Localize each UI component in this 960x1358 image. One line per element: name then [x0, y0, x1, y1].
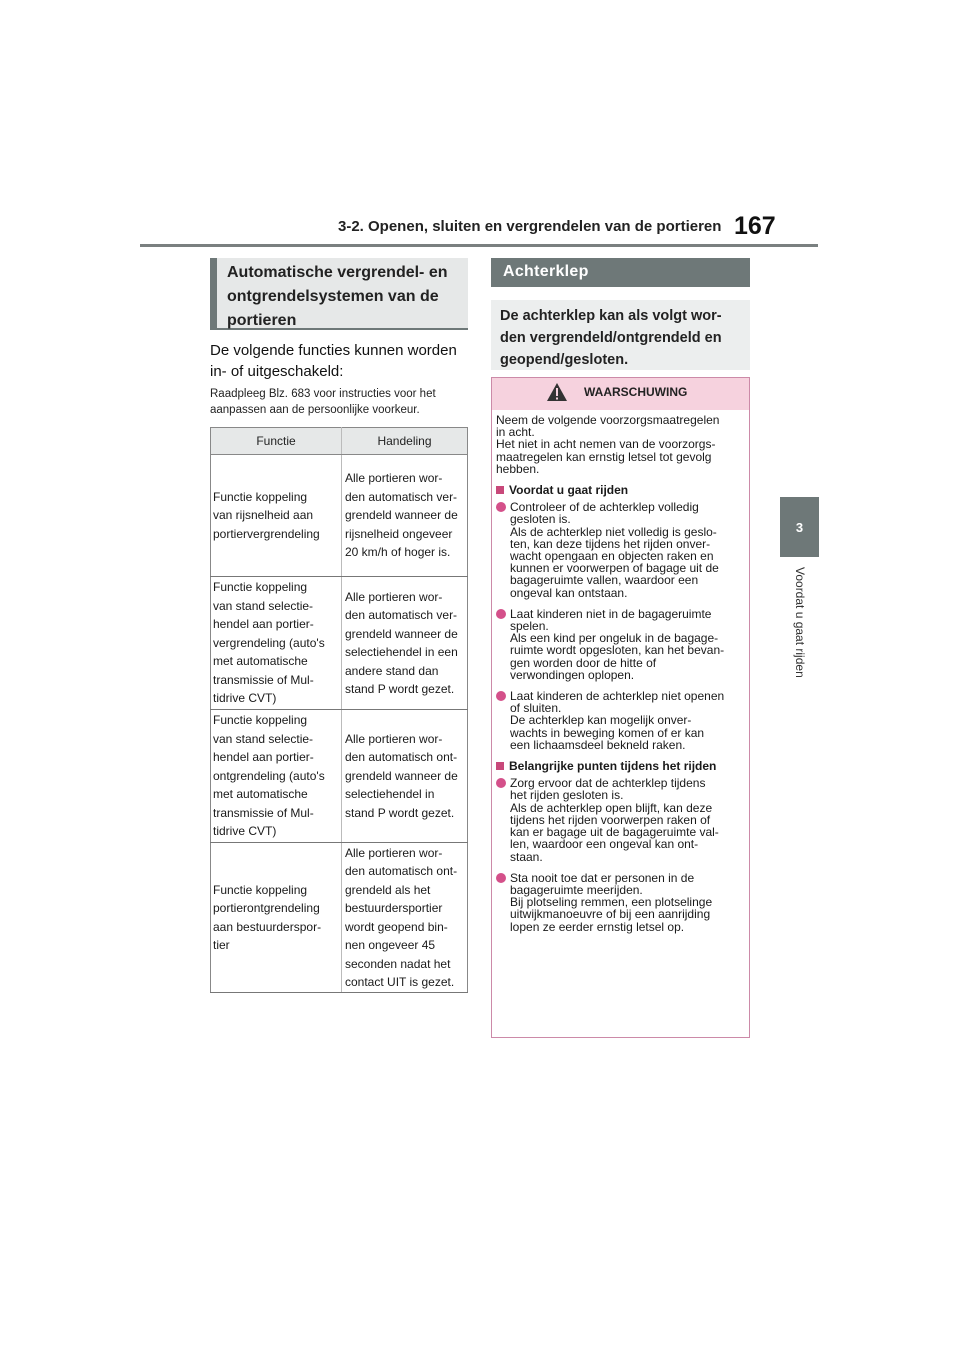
cell-line: andere stand dan — [345, 663, 439, 678]
circle-bullet-icon — [496, 873, 506, 883]
heading-line: ontgrendelsystemen van de — [227, 288, 439, 305]
heading-line: portieren — [227, 312, 297, 329]
function-cell — [211, 455, 342, 577]
cell-line: Alle portieren wor- — [345, 731, 443, 746]
warning-item-text: Laat kinderen niet in de bagageruimte spelen. Als een kind per ongeluk in de bagage- ruimte wordt opgesloten, kan het bevan- gen worden door de hitte of verwondingen oplopen. — [510, 606, 725, 682]
cell-line: 20 km/h of hoger is. — [345, 545, 451, 560]
cell-line: van stand selectie- — [213, 598, 314, 613]
page-number: 167 — [734, 212, 776, 240]
warning-section-title — [496, 760, 744, 772]
cell-line: portierontgrendeling — [213, 901, 320, 915]
warning-item — [496, 872, 744, 933]
warning-item-text: Zorg ervoor dat de achterklep tijdens het rijden gesloten is. Als de achterklep open blijft, kan deze tijdens het rijden voorwerpen raken of kan er bagage uit de bagageruimte val- len, waardoor een ongeval kan ont- staan. — [510, 776, 719, 864]
warning-item — [496, 690, 744, 751]
warning-item-text: Sta nooit toe dat er personen in de bagageruimte meerijden. Bij plotseling remmen, een plotselinge uitwijkmanoeuvre of bij een aanrijding lopen ze eerder ernstig letsel op. — [510, 870, 713, 934]
square-bullet-icon — [496, 762, 504, 770]
warning-item-text: Laat kinderen de achterklep niet openen of sluiten. De achterklep kan mogelijk onver- wachts in beweging komen of er kan een lichaamsdeel bekneld raken. — [510, 689, 725, 752]
circle-bullet-icon — [496, 778, 506, 788]
subheading-line: geopend/gesloten. — [500, 352, 629, 368]
heading-line: Automatische vergrendel- en — [227, 264, 448, 281]
table-row — [211, 843, 468, 993]
cell-line: seconden nadat het — [345, 956, 451, 971]
cell-line: tier — [213, 938, 230, 952]
cell-line: portiervergrendeling — [213, 526, 320, 541]
cell-line: Functie koppeling — [213, 489, 308, 504]
cell-line: grendeld wanneer de — [345, 768, 458, 783]
subheading-line: De achterklep kan als volgt wor- — [500, 308, 722, 324]
subheading-line: den vergrendeld/ontgrendeld en — [500, 330, 722, 346]
action-cell — [342, 577, 468, 710]
function-cell — [211, 710, 342, 843]
cell-line: stand P wordt gezet. — [345, 805, 455, 820]
cell-line: met automatische — [213, 787, 308, 802]
column-header-action: Handeling — [342, 428, 468, 455]
circle-bullet-icon — [496, 609, 506, 619]
warning-triangle-icon — [546, 382, 568, 402]
intro-line: in- of uitgeschakeld: — [210, 363, 344, 380]
square-bullet-icon — [496, 486, 504, 494]
chapter-label — [780, 567, 819, 707]
cell-line: Alle portieren wor- — [345, 845, 443, 860]
section-title: 3-2. Openen, sluiten en vergrendelen van de portieren — [338, 218, 722, 235]
table-row — [211, 710, 468, 843]
note-line: Raadpleeg Blz. 683 voor instructies voor het — [210, 388, 436, 400]
circle-bullet-icon — [496, 691, 506, 701]
cell-line: Functie koppeling — [213, 580, 308, 595]
warning-sections — [496, 484, 744, 933]
action-cell — [342, 455, 468, 577]
action-cell — [342, 710, 468, 843]
cell-line: stand P wordt gezet. — [345, 682, 455, 696]
cell-line: den automatisch ver- — [345, 489, 458, 504]
function-cell — [211, 577, 342, 710]
cell-line: Functie koppeling — [213, 713, 308, 728]
warning-box — [491, 377, 750, 1038]
cell-line: selectiehendel in een — [345, 645, 458, 659]
right-subheading — [491, 300, 750, 370]
cell-line: bestuurdersportier — [345, 901, 443, 915]
action-cell — [342, 843, 468, 993]
cell-line: van stand selectie- — [213, 731, 314, 746]
reference-note — [210, 386, 472, 418]
warning-header — [492, 378, 749, 410]
function-cell — [211, 843, 342, 993]
cell-line: transmissie of Mul- — [213, 805, 314, 820]
cell-line: vergrendeling (auto's — [213, 635, 325, 650]
cell-line: tidrive CVT) — [213, 824, 277, 839]
header-divider — [140, 244, 818, 247]
cell-line: rijsnelheid ongeveer — [345, 526, 453, 541]
cell-line: ontgrendeling (auto's — [213, 768, 325, 783]
cell-line: hendel aan portier- — [213, 750, 314, 765]
warning-body — [492, 410, 749, 933]
table-row — [211, 577, 468, 710]
cell-line: met automatische — [213, 654, 308, 669]
warning-section-title-text: Belangrijke punten tijdens het rijden — [509, 759, 717, 774]
note-line: aanpassen aan de persoonlijke voorkeur. — [210, 404, 420, 416]
cell-line: Functie koppeling — [213, 882, 308, 897]
cell-line: grendeld als het — [345, 882, 431, 897]
warning-item — [496, 608, 744, 681]
cell-line: tidrive CVT) — [213, 691, 277, 706]
cell-line: nen ongeveer 45 — [345, 938, 436, 952]
circle-bullet-icon — [496, 502, 506, 512]
warning-item — [496, 777, 744, 862]
warning-intro: Neem de volgende voorzorgsmaatregelen in acht. Het niet in acht nemen van de voorzorgs- maatregelen kan ernstig letsel tot gevolg hebben. — [496, 413, 720, 476]
cell-line: van rijsnelheid aan — [213, 508, 314, 523]
warning-item — [496, 501, 744, 599]
cell-line: den automatisch ont- — [345, 750, 458, 765]
cell-line: grendeld wanneer de — [345, 626, 458, 641]
intro-line: De volgende functies kunnen worden — [210, 342, 457, 359]
column-header-function: Functie — [211, 428, 342, 455]
warning-section-title — [496, 484, 744, 496]
table-header-row — [211, 428, 468, 455]
cell-line: wordt geopend bin- — [345, 919, 448, 934]
table-body — [211, 455, 468, 993]
chapter-label-text: Voordat u gaat rijden — [793, 567, 807, 678]
cell-line: grendeld wanneer de — [345, 508, 458, 523]
cell-line: Alle portieren wor- — [345, 471, 443, 486]
cell-line: den automatisch ont- — [345, 864, 458, 878]
right-section-heading: Achterklep — [491, 258, 750, 287]
cell-line: contact UIT is gezet. — [345, 975, 455, 989]
cell-line: aan bestuurderspor- — [213, 919, 322, 934]
left-section-heading — [210, 258, 468, 330]
cell-line: hendel aan portier- — [213, 617, 314, 632]
warning-title: WAARSCHUWING — [584, 385, 688, 399]
function-table — [210, 427, 468, 993]
chapter-tab[interactable]: 3 — [780, 497, 819, 557]
cell-line: Alle portieren wor- — [345, 589, 443, 604]
cell-line: den automatisch ver- — [345, 608, 458, 622]
intro-text — [210, 340, 472, 382]
cell-line: selectiehendel in — [345, 787, 435, 802]
warning-item-text: Controleer of de achterklep volledig gesloten is. Als de achterklep niet volledig is geslo- ten, kan deze tijdens het rijden onver- wacht opengaan en objecten raken en kunnen er voorwerpen of bagage uit de bagageruimte vallen, waardoor een ongeval kan ontstaan. — [510, 500, 719, 600]
cell-line: transmissie of Mul- — [213, 672, 314, 687]
table-row — [211, 455, 468, 577]
warning-section-title-text: Voordat u gaat rijden — [509, 483, 629, 498]
